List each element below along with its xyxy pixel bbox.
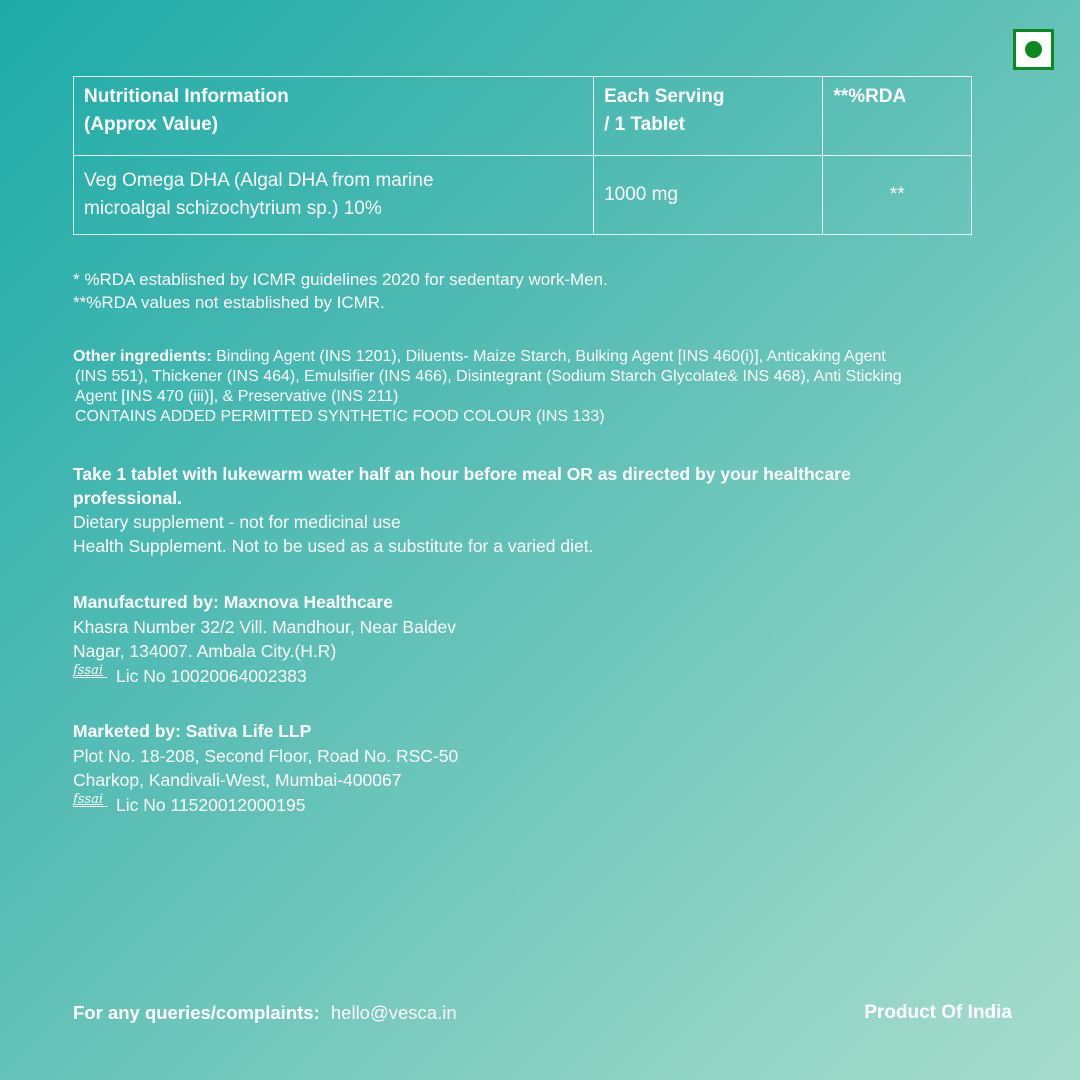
- rda-footnotes: [73, 268, 608, 314]
- ingredients-line-2: (INS 551), Thickener (INS 464), Emulsifier (INS 466), Disintegrant (Sodium Starch Glycolate& INS 468), Anti Sticking: [75, 368, 902, 385]
- food-colour-note: CONTAINS ADDED PERMITTED SYNTHETIC FOOD COLOUR (INS 133): [75, 408, 605, 425]
- marketer-license-row: [73, 793, 458, 818]
- veg-symbol-dot: [1025, 41, 1042, 58]
- usage-directions: [73, 462, 953, 558]
- contact-email: hello@vesca.in: [330, 1002, 457, 1023]
- ingredients-label: Other ingredients:: [73, 348, 212, 365]
- queries-label: For any queries/complaints:: [73, 1002, 320, 1023]
- marketer-title: Marketed by: Sativa Life LLP: [73, 721, 312, 741]
- header-rda: **%RDA: [823, 77, 972, 156]
- table-header-row: [74, 77, 972, 156]
- veg-symbol-icon: [1013, 29, 1054, 70]
- fssai-logo-icon: fssai: [73, 665, 107, 678]
- table-row: [74, 156, 972, 235]
- fssai-logo-icon: fssai: [73, 794, 107, 807]
- ingredients-line-3: Agent [INS 470 (iii)], & Preservative (INS 211): [75, 388, 399, 405]
- rda-value-cell: **: [823, 156, 972, 235]
- manufacturer-license-row: [73, 664, 456, 689]
- manufacturer-address-line-1: Khasra Number 32/2 Vill. Mandhour, Near Baldev: [73, 616, 456, 637]
- marketer-address-line-2: Charkop, Kandivali-West, Mumbai-400067: [73, 770, 402, 790]
- health-supplement-note: Health Supplement. Not to be used as a substitute for a varied diet.: [73, 536, 594, 556]
- manufacturer-address-line-2: Nagar, 134007. Ambala City.(H.R): [73, 641, 337, 661]
- marketer-address-line-1: Plot No. 18-208, Second Floor, Road No. RSC-50: [73, 745, 459, 766]
- nutrition-table: [73, 76, 972, 235]
- marketer-license: Lic No 11520012000195: [116, 794, 306, 815]
- queries-footer: [73, 1002, 457, 1024]
- header-nutritional-information: Nutritional Information (Approx Value): [74, 77, 594, 156]
- supplement-note: Dietary supplement - not for medicinal use: [73, 512, 401, 532]
- manufacturer-block: [73, 590, 456, 688]
- product-origin: Product Of India: [864, 1002, 1012, 1023]
- header-each-serving: Each Serving / 1 Tablet: [594, 77, 823, 156]
- ingredients-line-1: Binding Agent (INS 1201), Diluents- Maize Starch, Bulking Agent [INS 460(i)], Anticaking Agent: [211, 348, 886, 365]
- dosage-direction: Take 1 tablet with lukewarm water half an hour before meal OR as directed by your healthcare professional.: [73, 464, 851, 508]
- other-ingredients: [73, 347, 963, 427]
- manufacturer-license: Lic No 10020064002383: [116, 665, 307, 686]
- nutrient-name-cell: Veg Omega DHA (Algal DHA from marine microalgal schizochytrium sp.) 10%: [74, 156, 594, 235]
- serving-value-cell: 1000 mg: [594, 156, 823, 235]
- marketer-block: [73, 719, 458, 817]
- rda-note-2: **%RDA values not established by ICMR.: [73, 293, 385, 312]
- rda-note-1: * %RDA established by ICMR guidelines 2020 for sedentary work-Men.: [73, 270, 608, 289]
- manufacturer-title: Manufactured by: Maxnova Healthcare: [73, 592, 393, 612]
